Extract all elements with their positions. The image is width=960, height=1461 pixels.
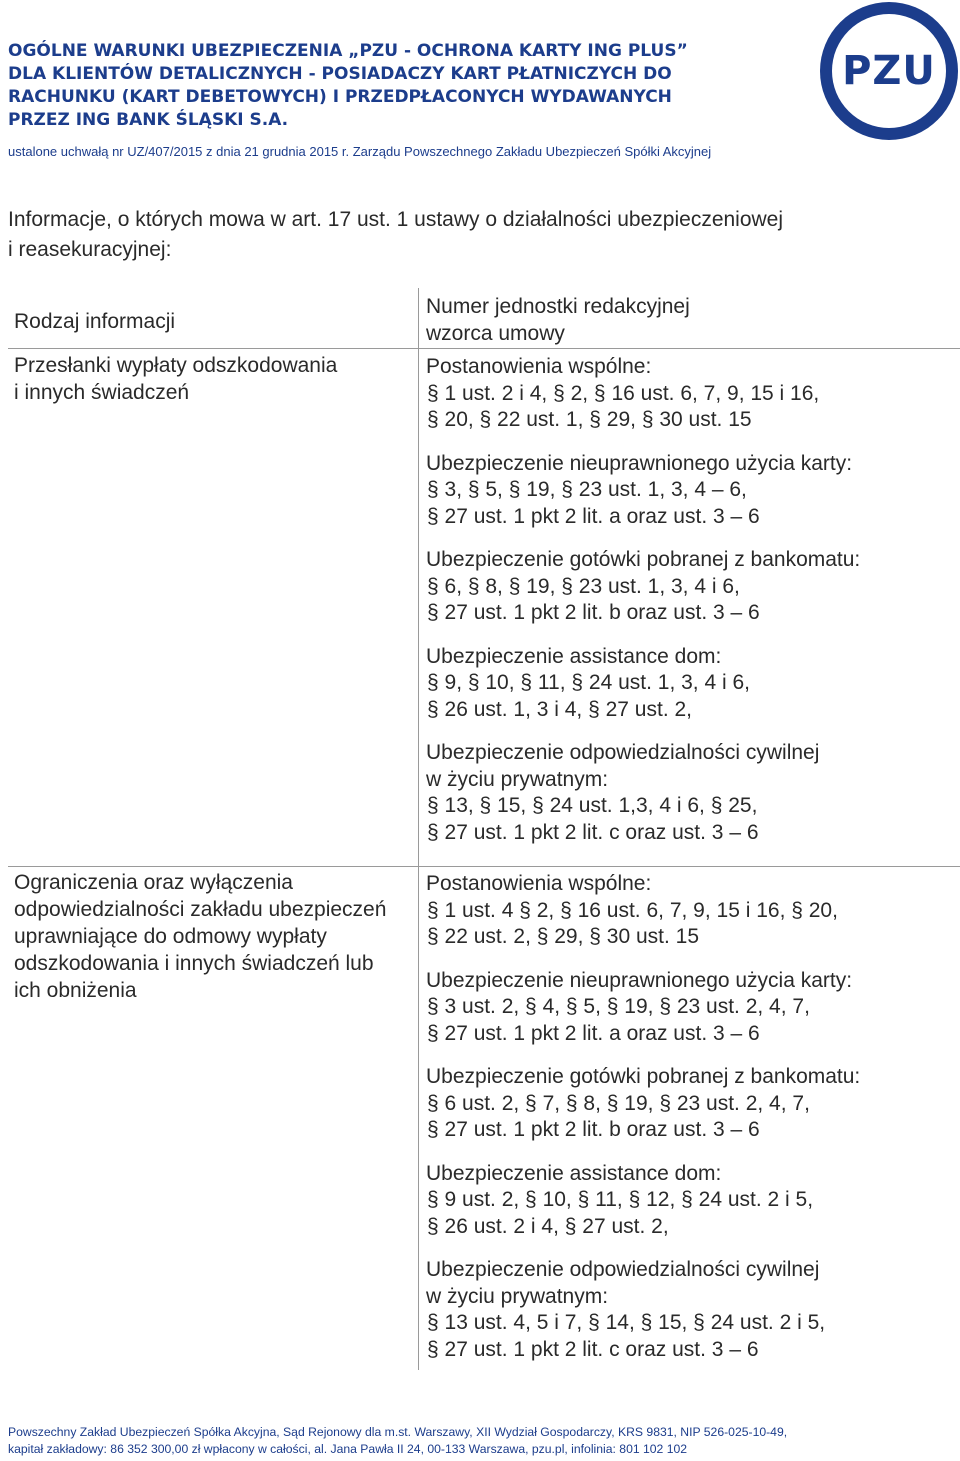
group-title: Ubezpieczenie assistance dom: [426, 644, 722, 668]
provision-group [426, 1064, 956, 1144]
group-title: Ubezpieczenie odpowiedzialności cywilnej [426, 1258, 820, 1281]
row-label-line: Przesłanki wypłaty odszkodowania [14, 354, 338, 377]
table-column-divider [418, 288, 419, 1370]
provision-group [426, 1161, 956, 1241]
group-line: § 27 ust. 1 pkt 2 lit. b oraz ust. 3 – 6 [427, 601, 760, 624]
group-line: § 1 ust. 2 i 4, § 2, § 16 ust. 6, 7, 9, 15 i 16, [427, 381, 820, 405]
title-line: OGÓLNE WARUNKI UBEZPIECZENIA „PZU - OCHRONA KARTY ING PLUS” [8, 41, 688, 61]
table-row-divider [8, 866, 960, 867]
table-header-divider [8, 348, 960, 349]
title-line: PRZEZ ING BANK ŚLĄSKI S.A. [8, 110, 289, 130]
group-title: Postanowienia wspólne: [426, 872, 652, 895]
row-content-ograniczenia [426, 871, 956, 1380]
group-line: § 26 ust. 2 i 4, § 27 ust. 2, [427, 1214, 669, 1238]
group-title: Ubezpieczenie gotówki pobranej z bankomatu: [426, 548, 861, 571]
intro-line: i reasekuracyjnej: [8, 238, 172, 261]
document-subtitle: ustalone uchwałą nr UZ/407/2015 z dnia 21 grudnia 2015 r. Zarządu Powszechnego Zakładu Ubezpieczeń Spółki Akcyjnej [8, 144, 712, 159]
logo-text: PZU [842, 48, 936, 94]
group-line: § 27 ust. 1 pkt 2 lit. a oraz ust. 3 – 6 [427, 1021, 760, 1045]
group-line: § 27 ust. 1 pkt 2 lit. c oraz ust. 3 – 6 [427, 1337, 759, 1361]
provision-group [426, 871, 956, 951]
column-header-left: Rodzaj informacji [14, 310, 176, 333]
provision-group [426, 1257, 956, 1363]
provision-group [426, 451, 956, 531]
group-title-continued: w życiu prywatnym: [426, 767, 609, 791]
group-line: § 20, § 22 ust. 1, § 29, § 30 ust. 15 [427, 408, 752, 431]
group-title: Ubezpieczenie odpowiedzialności cywilnej [426, 741, 820, 764]
group-title: Ubezpieczenie nieuprawnionego użycia karty: [426, 451, 853, 475]
group-line: § 9 ust. 2, § 10, § 11, § 12, § 24 ust. 2 i 5, [427, 1188, 814, 1211]
column-header-right [426, 294, 956, 347]
row-label-line: uprawniające do odmowy wypłaty [14, 925, 327, 948]
row-content-przeslanki [426, 354, 956, 863]
provision-group [426, 968, 956, 1048]
group-line: § 6, § 8, § 19, § 23 ust. 1, 3, 4 i 6, [427, 574, 740, 598]
row-label-line: i innych świadczeń [14, 381, 190, 404]
title-line: DLA KLIENTÓW DETALICZNYCH - POSIADACZY KART PŁATNICZYCH DO [8, 64, 672, 84]
group-title: Ubezpieczenie gotówki pobranej z bankomatu: [426, 1065, 861, 1088]
row-label-line: odszkodowania i innych świadczeń lub [14, 952, 374, 975]
provision-group [426, 354, 956, 434]
row-label-line: odpowiedzialności zakładu ubezpieczeń [14, 898, 387, 921]
group-line: § 3, § 5, § 19, § 23 ust. 1, 3, 4 – 6, [427, 478, 747, 501]
footer-line: Powszechny Zakład Ubezpieczeń Spółka Akcyjna, Sąd Rejonowy dla m.st. Warszawy, XII Wydział Gospodarczy, KRS 9831, NIP 526-025-10-49, [8, 1425, 788, 1439]
document-title [8, 40, 748, 132]
group-line: § 27 ust. 1 pkt 2 lit. a oraz ust. 3 – 6 [427, 504, 760, 528]
group-line: § 27 ust. 1 pkt 2 lit. b oraz ust. 3 – 6 [427, 1118, 760, 1141]
group-line: § 6 ust. 2, § 7, § 8, § 19, § 23 ust. 2, 4, 7, [427, 1091, 810, 1115]
group-title: Ubezpieczenie nieuprawnionego użycia karty: [426, 968, 853, 992]
group-line: § 13 ust. 4, 5 i 7, § 14, § 15, § 24 ust. 2 i 5, [427, 1311, 826, 1334]
row-label-przeslanki [14, 352, 409, 406]
group-line: § 9, § 10, § 11, § 24 ust. 1, 3, 4 i 6, [427, 671, 750, 694]
footer-legal-info [8, 1424, 787, 1458]
pzu-logo [820, 2, 958, 140]
provision-group [426, 547, 956, 627]
row-label-ograniczenia [14, 869, 409, 1004]
provision-group [426, 740, 956, 846]
group-line: § 22 ust. 2, § 29, § 30 ust. 15 [427, 925, 700, 948]
group-line: § 1 ust. 4 § 2, § 16 ust. 6, 7, 9, 15 i 16, § 20, [427, 898, 838, 922]
group-title: Postanowienia wspólne: [426, 355, 652, 378]
footer-line: kapitał zakładowy: 86 352 300,00 zł wpłacony w całości, al. Jana Pawła II 24, 00-133 Warszawa, pzu.pl, infolinia: 801 102 102 [8, 1442, 688, 1456]
group-line: § 13, § 15, § 24 ust. 1,3, 4 i 6, § 25, [427, 794, 758, 817]
row-label-line: ich obniżenia [14, 979, 137, 1002]
intro-line: Informacje, o których mowa w art. 17 ust. 1 ustawy o działalności ubezpieczeniowej [8, 208, 784, 231]
group-title: Ubezpieczenie assistance dom: [426, 1161, 722, 1185]
group-title-continued: w życiu prywatnym: [426, 1284, 609, 1308]
intro-text [8, 205, 908, 265]
group-line: § 27 ust. 1 pkt 2 lit. c oraz ust. 3 – 6 [427, 820, 759, 844]
group-line: § 3 ust. 2, § 4, § 5, § 19, § 23 ust. 2, 4, 7, [427, 995, 810, 1018]
provision-group [426, 644, 956, 724]
row-label-line: Ograniczenia oraz wyłączenia [14, 871, 293, 894]
header-line: Numer jednostki redakcyjnej [426, 295, 690, 318]
header-line: wzorca umowy [426, 321, 565, 345]
group-line: § 26 ust. 1, 3 i 4, § 27 ust. 2, [427, 697, 693, 721]
title-line: RACHUNKU (KART DEBETOWYCH) I PRZEDPŁACONYCH WYDAWANYCH [8, 87, 672, 107]
